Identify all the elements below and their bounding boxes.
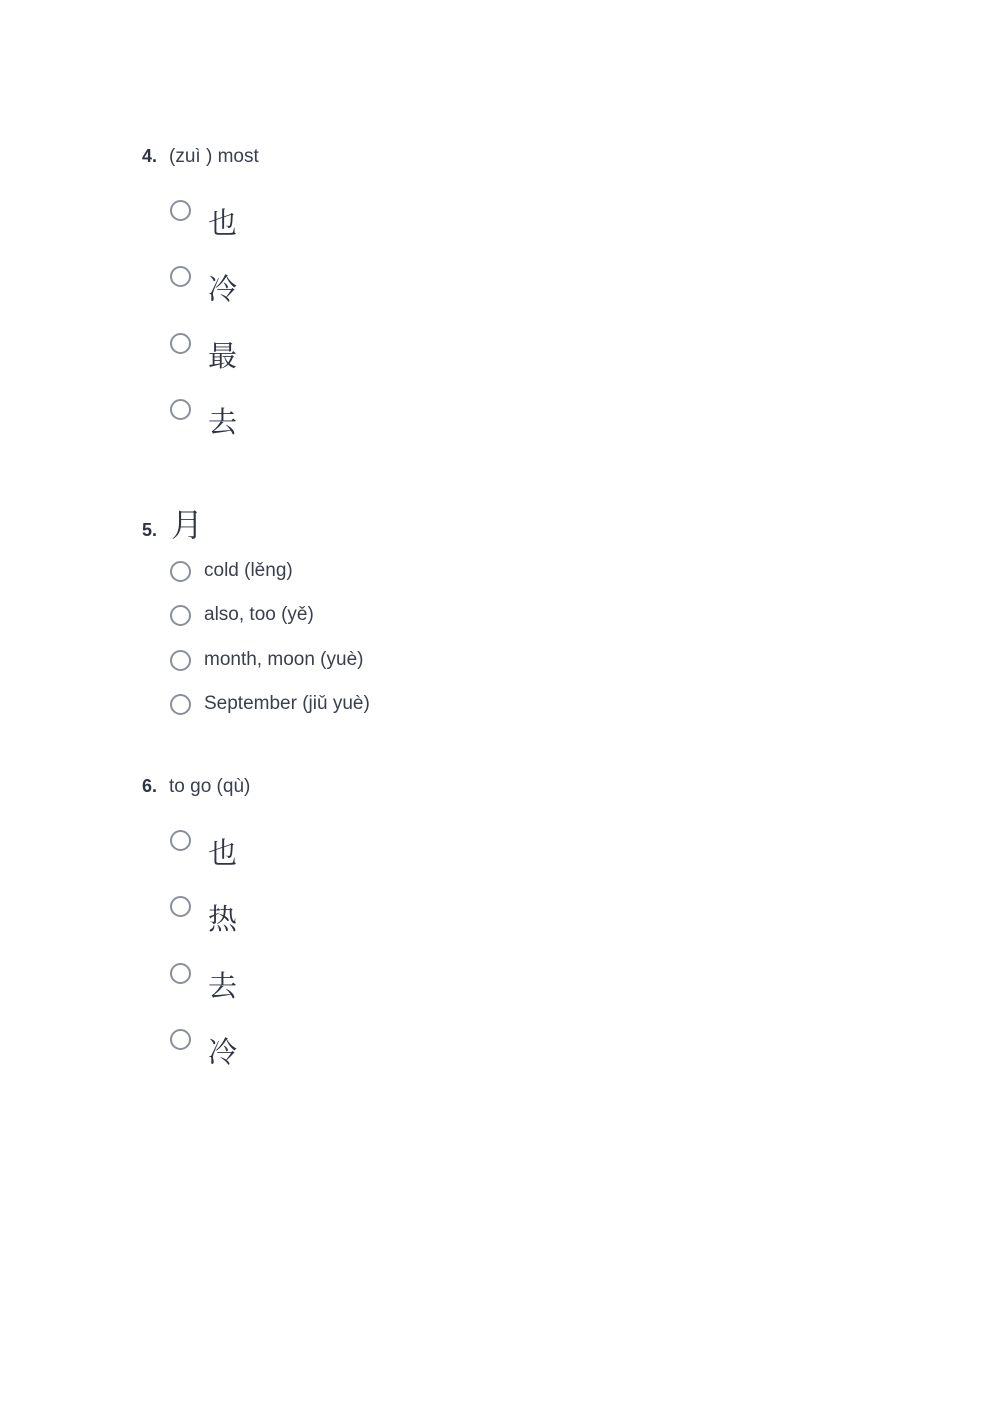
option-label: cold (lěng) [204,560,293,581]
option-label: 也 [208,836,238,870]
radio-button[interactable] [170,605,191,626]
option-label: September (jiǔ yuè) [204,693,370,714]
question-header [142,146,259,168]
answer-option[interactable] [170,389,238,439]
question-prompt: (zuì ) most [169,146,259,167]
option-label: also, too (yě) [204,604,314,625]
question-number: 6. [142,776,158,796]
radio-button[interactable] [170,266,191,287]
radio-button[interactable] [170,694,191,715]
answer-option[interactable] [170,649,363,671]
question-number: 5. [142,520,158,540]
answer-option[interactable] [170,1019,238,1069]
question-prompt: 月 [171,506,204,544]
radio-button[interactable] [170,963,191,984]
option-label: 冷 [208,1035,238,1069]
answer-option[interactable] [170,256,238,306]
radio-button[interactable] [170,399,191,420]
answer-option[interactable] [170,953,238,1003]
radio-button[interactable] [170,830,191,851]
question-number: 4. [142,146,158,166]
option-label: 也 [208,206,238,240]
question-prompt: to go (qù) [169,776,251,797]
option-label: 热 [208,902,238,936]
question-header [142,500,203,546]
option-label: 去 [208,405,238,439]
answer-option[interactable] [170,323,238,373]
option-label: 最 [208,339,238,373]
option-label: 冷 [208,272,238,306]
radio-button[interactable] [170,1029,191,1050]
answer-option[interactable] [170,820,238,870]
option-label: 去 [208,969,238,1003]
option-label: month, moon (yuè) [204,649,364,670]
answer-option[interactable] [170,693,370,715]
answer-option[interactable] [170,886,238,936]
radio-button[interactable] [170,896,191,917]
answer-option[interactable] [170,560,293,582]
radio-button[interactable] [170,333,191,354]
question-header [142,776,250,798]
radio-button[interactable] [170,650,191,671]
answer-option[interactable] [170,604,314,626]
radio-button[interactable] [170,200,191,221]
radio-button[interactable] [170,561,191,582]
answer-option[interactable] [170,190,238,240]
